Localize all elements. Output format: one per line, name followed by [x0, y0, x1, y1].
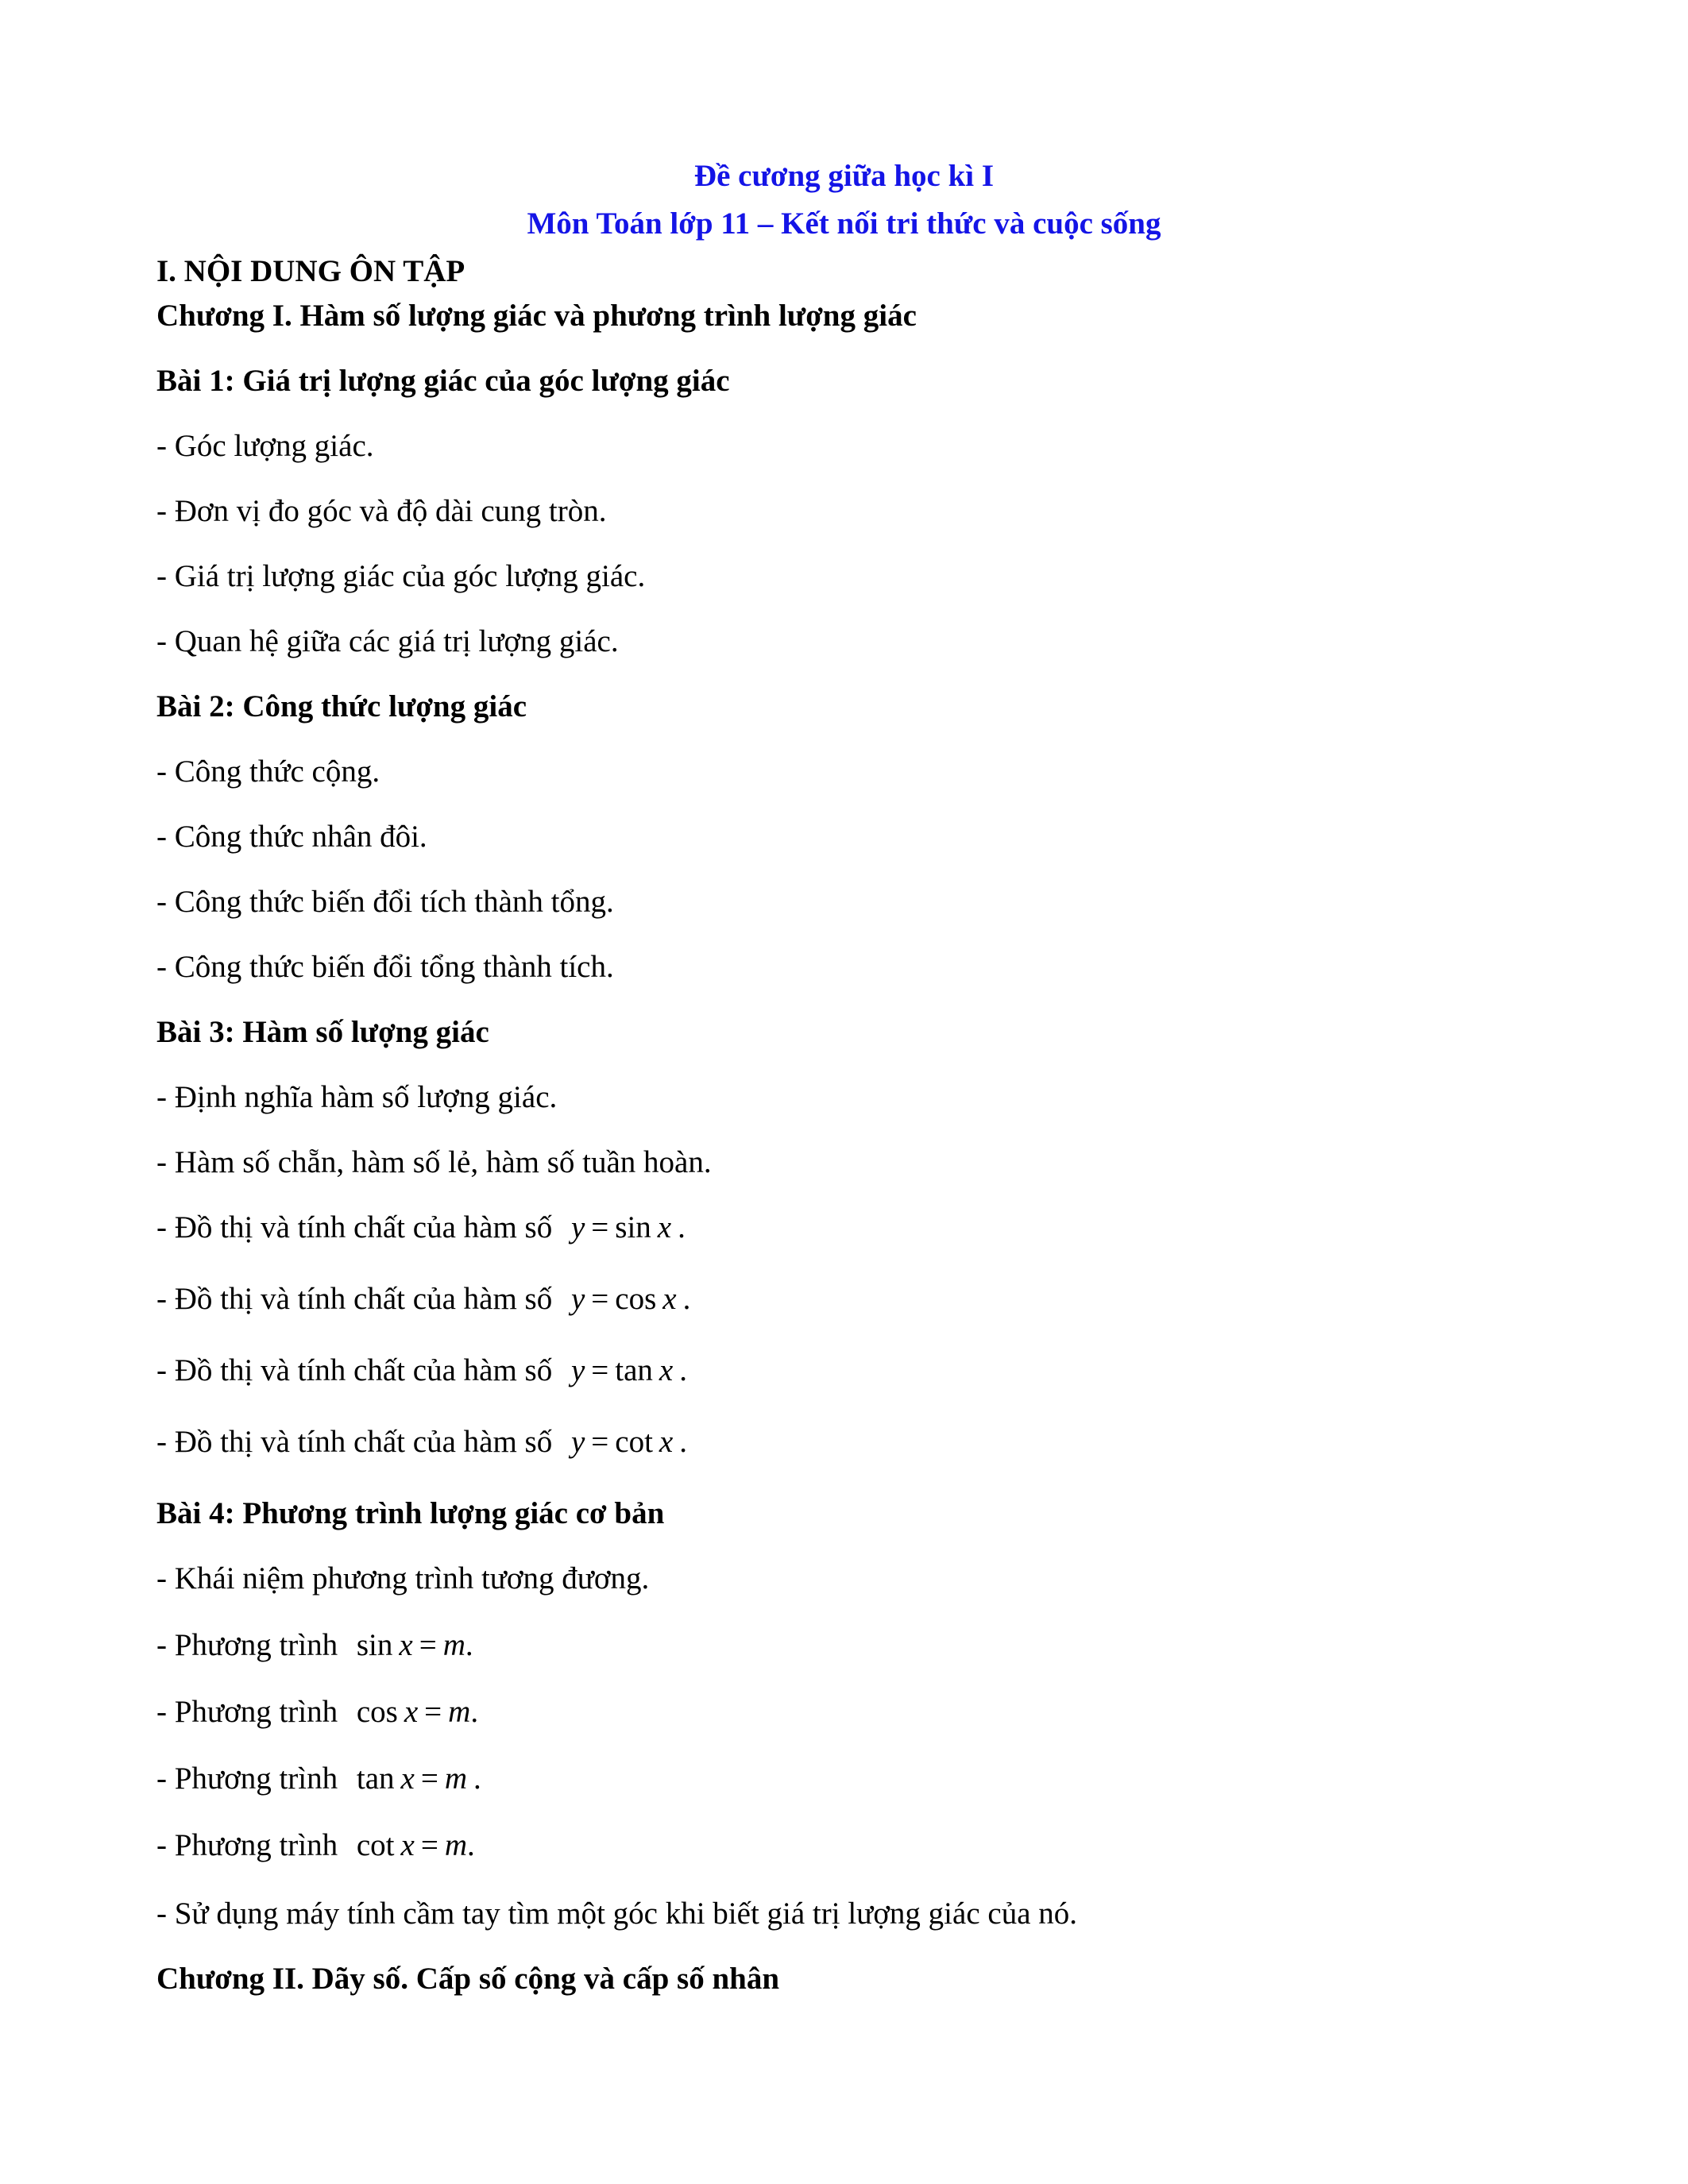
section-heading: I. NỘI DUNG ÔN TẬP: [156, 254, 465, 288]
lesson-2-heading: Bài 2: Công thức lượng giác: [156, 689, 527, 723]
lesson-3-graph-item: - Đồ thị và tính chất của hàm số y = sin x .: [156, 1210, 686, 1244]
math-formula: cos x = m: [356, 1695, 471, 1729]
math-formula: y = tan x: [570, 1353, 674, 1387]
lesson-3-item: - Hàm số chẵn, hàm số lẻ, hàm số tuần hoàn.: [156, 1145, 712, 1179]
math-formula: y = cot x: [570, 1425, 674, 1459]
math-formula: cot x = m: [356, 1828, 467, 1862]
lesson-2-item: - Công thức biến đổi tổng thành tích.: [156, 950, 614, 984]
lesson-2-item: - Công thức biến đổi tích thành tổng.: [156, 885, 614, 919]
chapter-2-heading: Chương II. Dãy số. Cấp số cộng và cấp số nhân: [156, 1962, 780, 1996]
equation-prefix: - Phương trình: [156, 1828, 338, 1862]
lesson-4-item: - Khái niệm phương trình tương đương.: [156, 1561, 650, 1596]
document-title: Đề cương giữa học kì I: [693, 159, 995, 193]
lesson-4-item: - Sử dụng máy tính cầm tay tìm một góc khi biết giá trị lượng giác của nó.: [156, 1897, 1078, 1931]
graph-item-prefix: - Đồ thị và tính chất của hàm số: [156, 1425, 553, 1459]
lesson-3-graph-item: - Đồ thị và tính chất của hàm số y = tan x .: [156, 1353, 687, 1387]
equation-prefix: - Phương trình: [156, 1628, 338, 1662]
graph-item-prefix: - Đồ thị và tính chất của hàm số: [156, 1210, 553, 1244]
math-formula: sin x = m: [356, 1628, 465, 1662]
graph-item-prefix: - Đồ thị và tính chất của hàm số: [156, 1353, 553, 1387]
math-formula: y = cos x: [570, 1282, 677, 1316]
chapter-1-heading: Chương I. Hàm số lượng giác và phương trình lượng giác: [156, 299, 917, 333]
lesson-1-item: - Giá trị lượng giác của góc lượng giác.: [156, 559, 646, 593]
math-formula: y = sin x: [570, 1210, 672, 1244]
document-subtitle: Môn Toán lớp 11 – Kết nối tri thức và cuộc sống: [527, 206, 1161, 241]
lesson-1-item: - Góc lượng giác.: [156, 429, 374, 463]
lesson-4-equation-item: - Phương trình sin x = m.: [156, 1628, 473, 1662]
lesson-2-item: - Công thức nhân đôi.: [156, 820, 427, 854]
lesson-4-equation-item: - Phương trình cos x = m.: [156, 1695, 479, 1729]
lesson-3-graph-item: - Đồ thị và tính chất của hàm số y = cot x .: [156, 1425, 687, 1459]
lesson-4-heading: Bài 4: Phương trình lượng giác cơ bản: [156, 1496, 665, 1530]
lesson-1-heading: Bài 1: Giá trị lượng giác của góc lượng giác: [156, 364, 730, 398]
lesson-1-item: - Quan hệ giữa các giá trị lượng giác.: [156, 624, 619, 658]
lesson-3-item: - Định nghĩa hàm số lượng giác.: [156, 1080, 558, 1114]
lesson-1-item: - Đơn vị đo góc và độ dài cung tròn.: [156, 494, 607, 528]
lesson-4-equation-item: - Phương trình tan x = m .: [156, 1761, 481, 1796]
lesson-2-item: - Công thức cộng.: [156, 754, 380, 789]
lesson-3-heading: Bài 3: Hàm số lượng giác: [156, 1015, 489, 1049]
math-formula: tan x = m: [356, 1761, 467, 1796]
equation-prefix: - Phương trình: [156, 1761, 338, 1796]
lesson-4-equation-item: - Phương trình cot x = m.: [156, 1828, 475, 1862]
equation-prefix: - Phương trình: [156, 1695, 338, 1729]
lesson-3-graph-item: - Đồ thị và tính chất của hàm số y = cos x .: [156, 1282, 691, 1316]
graph-item-prefix: - Đồ thị và tính chất của hàm số: [156, 1282, 553, 1316]
